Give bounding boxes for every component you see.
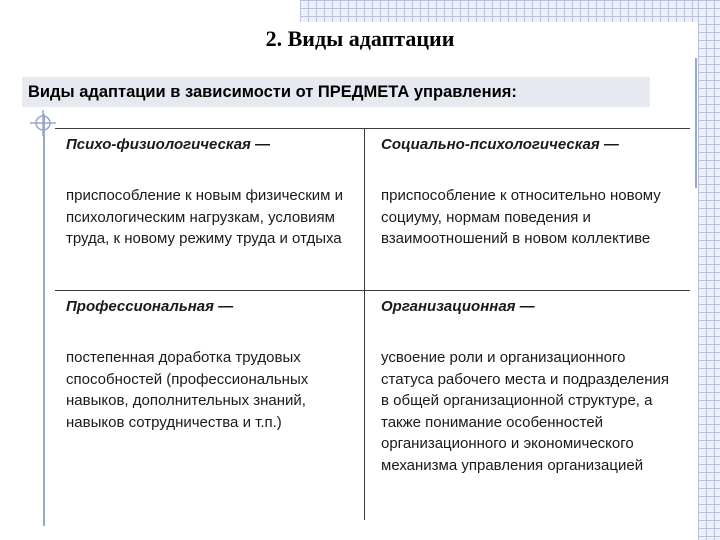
slide-subtitle: Виды адаптации в зависимости от ПРЕДМЕТА управления:: [28, 83, 517, 101]
decorative-vertical-line: [43, 114, 45, 526]
crosshair-ornament: [30, 110, 56, 136]
table-cell-header: Психо-физиологическая —: [66, 136, 271, 153]
decorative-vertical-line: [695, 58, 697, 188]
top-grid-band: [300, 0, 720, 22]
table-cell: приспособление к относительно новому социуму, нормам поведения и взаимоотношений в новом коллективе: [381, 187, 661, 247]
table-cell: усвоение роли и организационного статуса рабочего места и подразделения в общей организационной структуре, а также понимание особенностей организационного и экономического механизма управления организацией: [381, 349, 670, 474]
slide-title: 2. Виды адаптации: [265, 26, 455, 51]
table-cell: приспособление к новым физическим и психологическим нагрузкам, условиям труда, к новому режиму труда и отдыха: [66, 187, 344, 247]
table-cell-header: Организационная —: [381, 298, 535, 315]
table-top-border: [55, 128, 690, 129]
table-cell: постепенная доработка трудовых способностей (профессиональных навыков, дополнительных знаний, навыков сотрудничества и т.п.): [66, 349, 309, 431]
table-row-border: [55, 290, 690, 291]
table-cell-header: Социально-психологическая —: [381, 136, 619, 153]
table-column-divider: [364, 128, 365, 520]
table-cell-header: Профессиональная —: [66, 298, 234, 315]
right-grid-band: [698, 0, 720, 540]
